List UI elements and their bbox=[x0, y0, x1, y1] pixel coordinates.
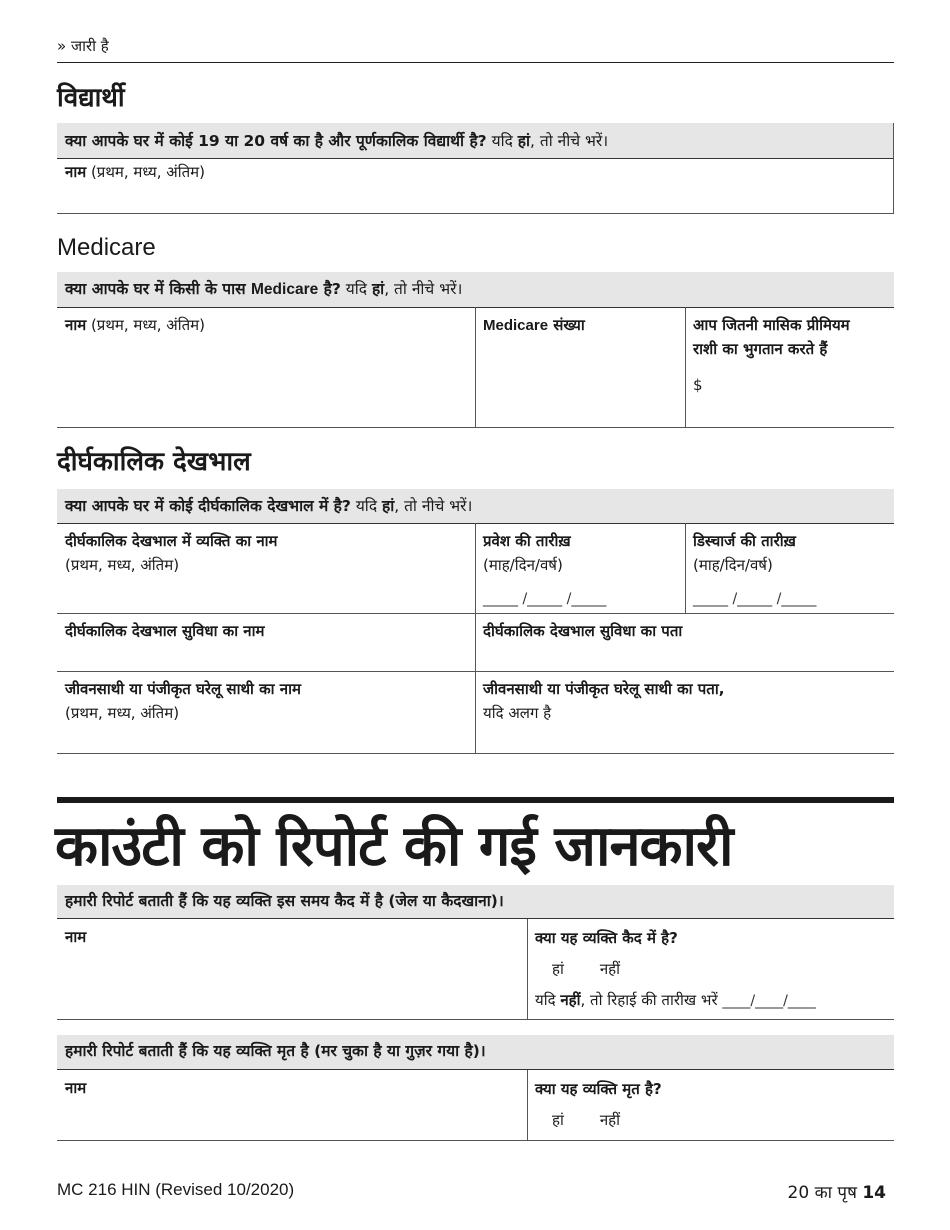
release-date-blank[interactable]: ____/____/____ bbox=[722, 993, 816, 1009]
student-question: क्या आपके घर में कोई 19 या 20 वर्ष का है और पूर्णकालिक विद्यार्थी है? bbox=[65, 132, 487, 150]
jail-name-field[interactable]: नाम bbox=[65, 928, 87, 946]
student-box-right bbox=[893, 123, 894, 214]
medicare-name-field[interactable]: नाम (प्रथम, मध्य, अंतिम) bbox=[65, 316, 205, 334]
currency-symbol: $ bbox=[693, 376, 703, 394]
ltc-facility-name-field[interactable]: दीर्घकालिक देखभाल सुविधा का नाम bbox=[65, 622, 265, 640]
student-box-bottom bbox=[57, 213, 894, 214]
student-question-bar: क्या आपके घर में कोई 19 या 20 वर्ष का है और पूर्णकालिक विद्यार्थी है? यदि हां, तो नीचे भरें। bbox=[57, 123, 894, 159]
continued-label: » जारी है bbox=[57, 37, 109, 55]
ltc-person-name-field[interactable]: दीर्घकालिक देखभाल में व्यक्ति का नाम (प्रथम, मध्य, अंतिम) bbox=[65, 532, 278, 574]
ltc-spouse-address-field[interactable]: जीवनसाथी या पंजीकृत घरेलू साथी का पता, यदि अलग है bbox=[483, 680, 725, 722]
jail-question: क्या यह व्यक्ति कैद में है? bbox=[535, 929, 678, 947]
jail-no-option[interactable]: नहीं bbox=[599, 960, 621, 978]
medicare-box-bottom bbox=[57, 427, 894, 428]
county-section-title: काउंटी को रिपोर्ट की गई जानकारी bbox=[55, 814, 733, 879]
student-section-title: विद्यार्थी bbox=[57, 83, 125, 113]
top-divider bbox=[57, 62, 894, 63]
ltc-box-bottom bbox=[57, 753, 894, 754]
ltc-discharge-date-field[interactable]: डिस्चार्ज की तारीख़ (माह/दिन/वर्ष) _____ /_____ /_____ bbox=[685, 523, 894, 613]
discharge-date-blank: _____ /_____ /_____ bbox=[693, 591, 817, 607]
ltc-facility-address-field[interactable]: दीर्घकालिक देखभाल सुविधा का पता bbox=[483, 622, 683, 640]
ltc-spouse-name-field[interactable]: जीवनसाथी या पंजीकृत घरेलू साथी का नाम (प्रथम, मध्य, अंतिम) bbox=[65, 680, 301, 722]
medicare-col-divider-2 bbox=[685, 307, 686, 427]
entry-date-blank: _____ /_____ /_____ bbox=[483, 591, 607, 607]
jail-box-bottom bbox=[57, 1019, 894, 1020]
jail-yes-option[interactable]: हां bbox=[552, 960, 564, 978]
jail-col-divider bbox=[527, 919, 528, 1019]
medicare-col-divider-1 bbox=[475, 307, 476, 427]
death-question-cell bbox=[527, 1070, 894, 1140]
death-no-option[interactable]: नहीं bbox=[599, 1111, 621, 1129]
page-number: 20 का पृष 14 bbox=[787, 1183, 886, 1203]
county-section-rule bbox=[57, 797, 894, 803]
jail-statement-bar: हमारी रिपोर्ट बताती हैं कि यह व्यक्ति इस समय कैद में है (जेल या कैदखाना)। bbox=[57, 885, 894, 919]
medicare-section-title: Medicare bbox=[57, 234, 156, 261]
medicare-number-field[interactable]: Medicare संख्या bbox=[483, 316, 585, 334]
medicare-premium-field[interactable]: आप जितनी मासिक प्रीमियम राशी का भुगतान करते हैं $ bbox=[685, 307, 894, 427]
ltc-col-divider-2 bbox=[685, 523, 686, 613]
jail-question-cell bbox=[527, 919, 894, 1019]
release-date-line: यदि नहीं, तो रिहाई की तारीख भरें ____/____/____ bbox=[535, 991, 816, 1009]
ltc-entry-date-field[interactable]: प्रवेश की तारीख़ (माह/दिन/वर्ष) _____ /_____ /_____ bbox=[475, 523, 685, 613]
death-box-bottom bbox=[57, 1140, 894, 1141]
death-yes-option[interactable]: हां bbox=[552, 1111, 564, 1129]
death-statement-bar: हमारी रिपोर्ट बताती हैं कि यह व्यक्ति मृत है (मर चुका है या गुज़र गया है)। bbox=[57, 1035, 894, 1070]
form-id: MC 216 HIN (Revised 10/2020) bbox=[57, 1180, 295, 1199]
death-name-field[interactable]: नाम bbox=[65, 1079, 87, 1097]
death-question: क्या यह व्यक्ति मृत है? bbox=[535, 1080, 662, 1098]
ltc-question-bar: क्या आपके घर में कोई दीर्घकालिक देखभाल में है? यदि हां, तो नीचे भरें। bbox=[57, 489, 894, 524]
death-col-divider bbox=[527, 1070, 528, 1140]
ltc-section-title: दीर्घकालिक देखभाल bbox=[57, 447, 251, 477]
medicare-question-bar: क्या आपके घर में किसी के पास Medicare है? यदि हां, तो नीचे भरें। bbox=[57, 272, 894, 308]
student-name-field[interactable]: नाम (प्रथम, मध्य, अंतिम) bbox=[65, 163, 205, 181]
